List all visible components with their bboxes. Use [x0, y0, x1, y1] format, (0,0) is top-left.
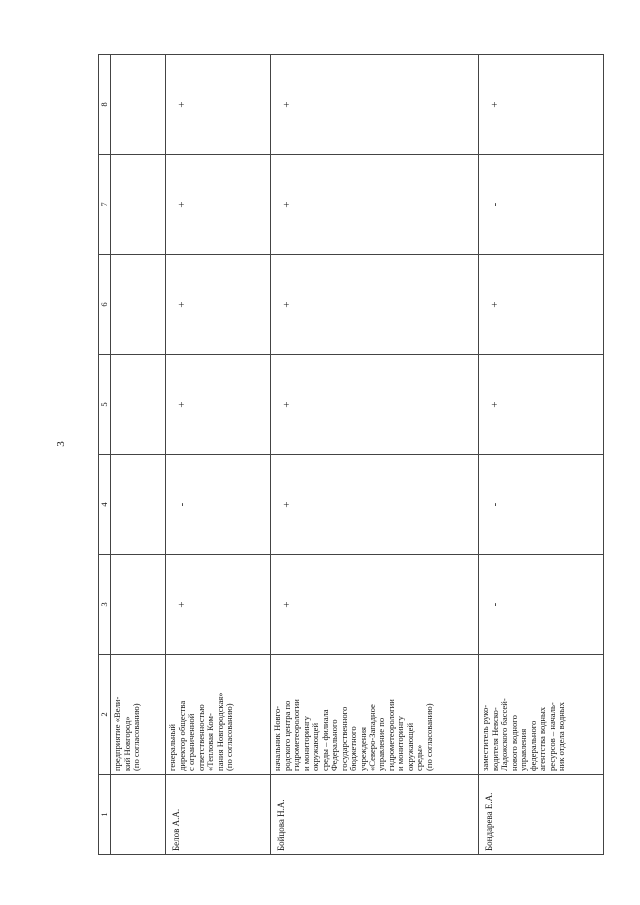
mark-cell: -: [479, 555, 604, 655]
header-row: [99, 55, 111, 855]
column-header: 5: [99, 355, 111, 455]
mark-cell: +: [479, 355, 604, 455]
member-position: заместитель руко- водителя Невско- Ладожского бассей- нового водного управления федерального агентства водных ресурсов – началь- ник отдела водных: [479, 655, 604, 775]
table-row: [111, 55, 166, 855]
member-position: предприятие «Вели- кий Новгород» (по согласованию): [111, 655, 166, 775]
member-name: [111, 775, 166, 855]
mark-cell: +: [166, 155, 271, 255]
mark-cell: +: [166, 355, 271, 455]
column-header: 8: [99, 55, 111, 155]
column-header: 6: [99, 255, 111, 355]
mark-cell: +: [271, 255, 479, 355]
mark-cell: +: [166, 555, 271, 655]
commission-table: [98, 54, 604, 855]
mark-cell: [111, 355, 166, 455]
member-name: Белов А.А.: [166, 775, 271, 855]
page-number: 3: [54, 441, 67, 447]
mark-cell: [111, 55, 166, 155]
member-position: генеральный директор общества с ограниченной ответственностью «Тепловая Ком- пания Новгородская» (по согласованию): [166, 655, 271, 775]
member-position: начальник Новго- родского центра по гидрометеорологии и мониторингу окружающей среды – филиала Федерального государственного бюджетного учреждения «Северо-Западное управление по гидрометеорологии и мониторингу окружающей среды» (по согласованию): [271, 655, 479, 775]
column-header: 2: [99, 655, 111, 775]
mark-cell: +: [271, 155, 479, 255]
mark-cell: [111, 555, 166, 655]
mark-cell: [111, 455, 166, 555]
column-header: 7: [99, 155, 111, 255]
mark-cell: +: [271, 55, 479, 155]
mark-cell: +: [271, 455, 479, 555]
column-header: 3: [99, 555, 111, 655]
mark-cell: +: [166, 255, 271, 355]
mark-cell: [111, 155, 166, 255]
table-row: [166, 55, 271, 855]
mark-cell: +: [479, 55, 604, 155]
mark-cell: [111, 255, 166, 355]
mark-cell: +: [166, 55, 271, 155]
member-name: Бондарева Е.А.: [479, 775, 604, 855]
mark-cell: +: [271, 355, 479, 455]
rotated-table-wrapper: [98, 55, 598, 855]
mark-cell: -: [166, 455, 271, 555]
mark-cell: -: [479, 455, 604, 555]
mark-cell: +: [479, 255, 604, 355]
mark-cell: -: [479, 155, 604, 255]
table-row: [479, 55, 604, 855]
column-header: 4: [99, 455, 111, 555]
column-header: 1: [99, 775, 111, 855]
member-name: Бойцова Н.А.: [271, 775, 479, 855]
table-row: [271, 55, 479, 855]
mark-cell: +: [271, 555, 479, 655]
